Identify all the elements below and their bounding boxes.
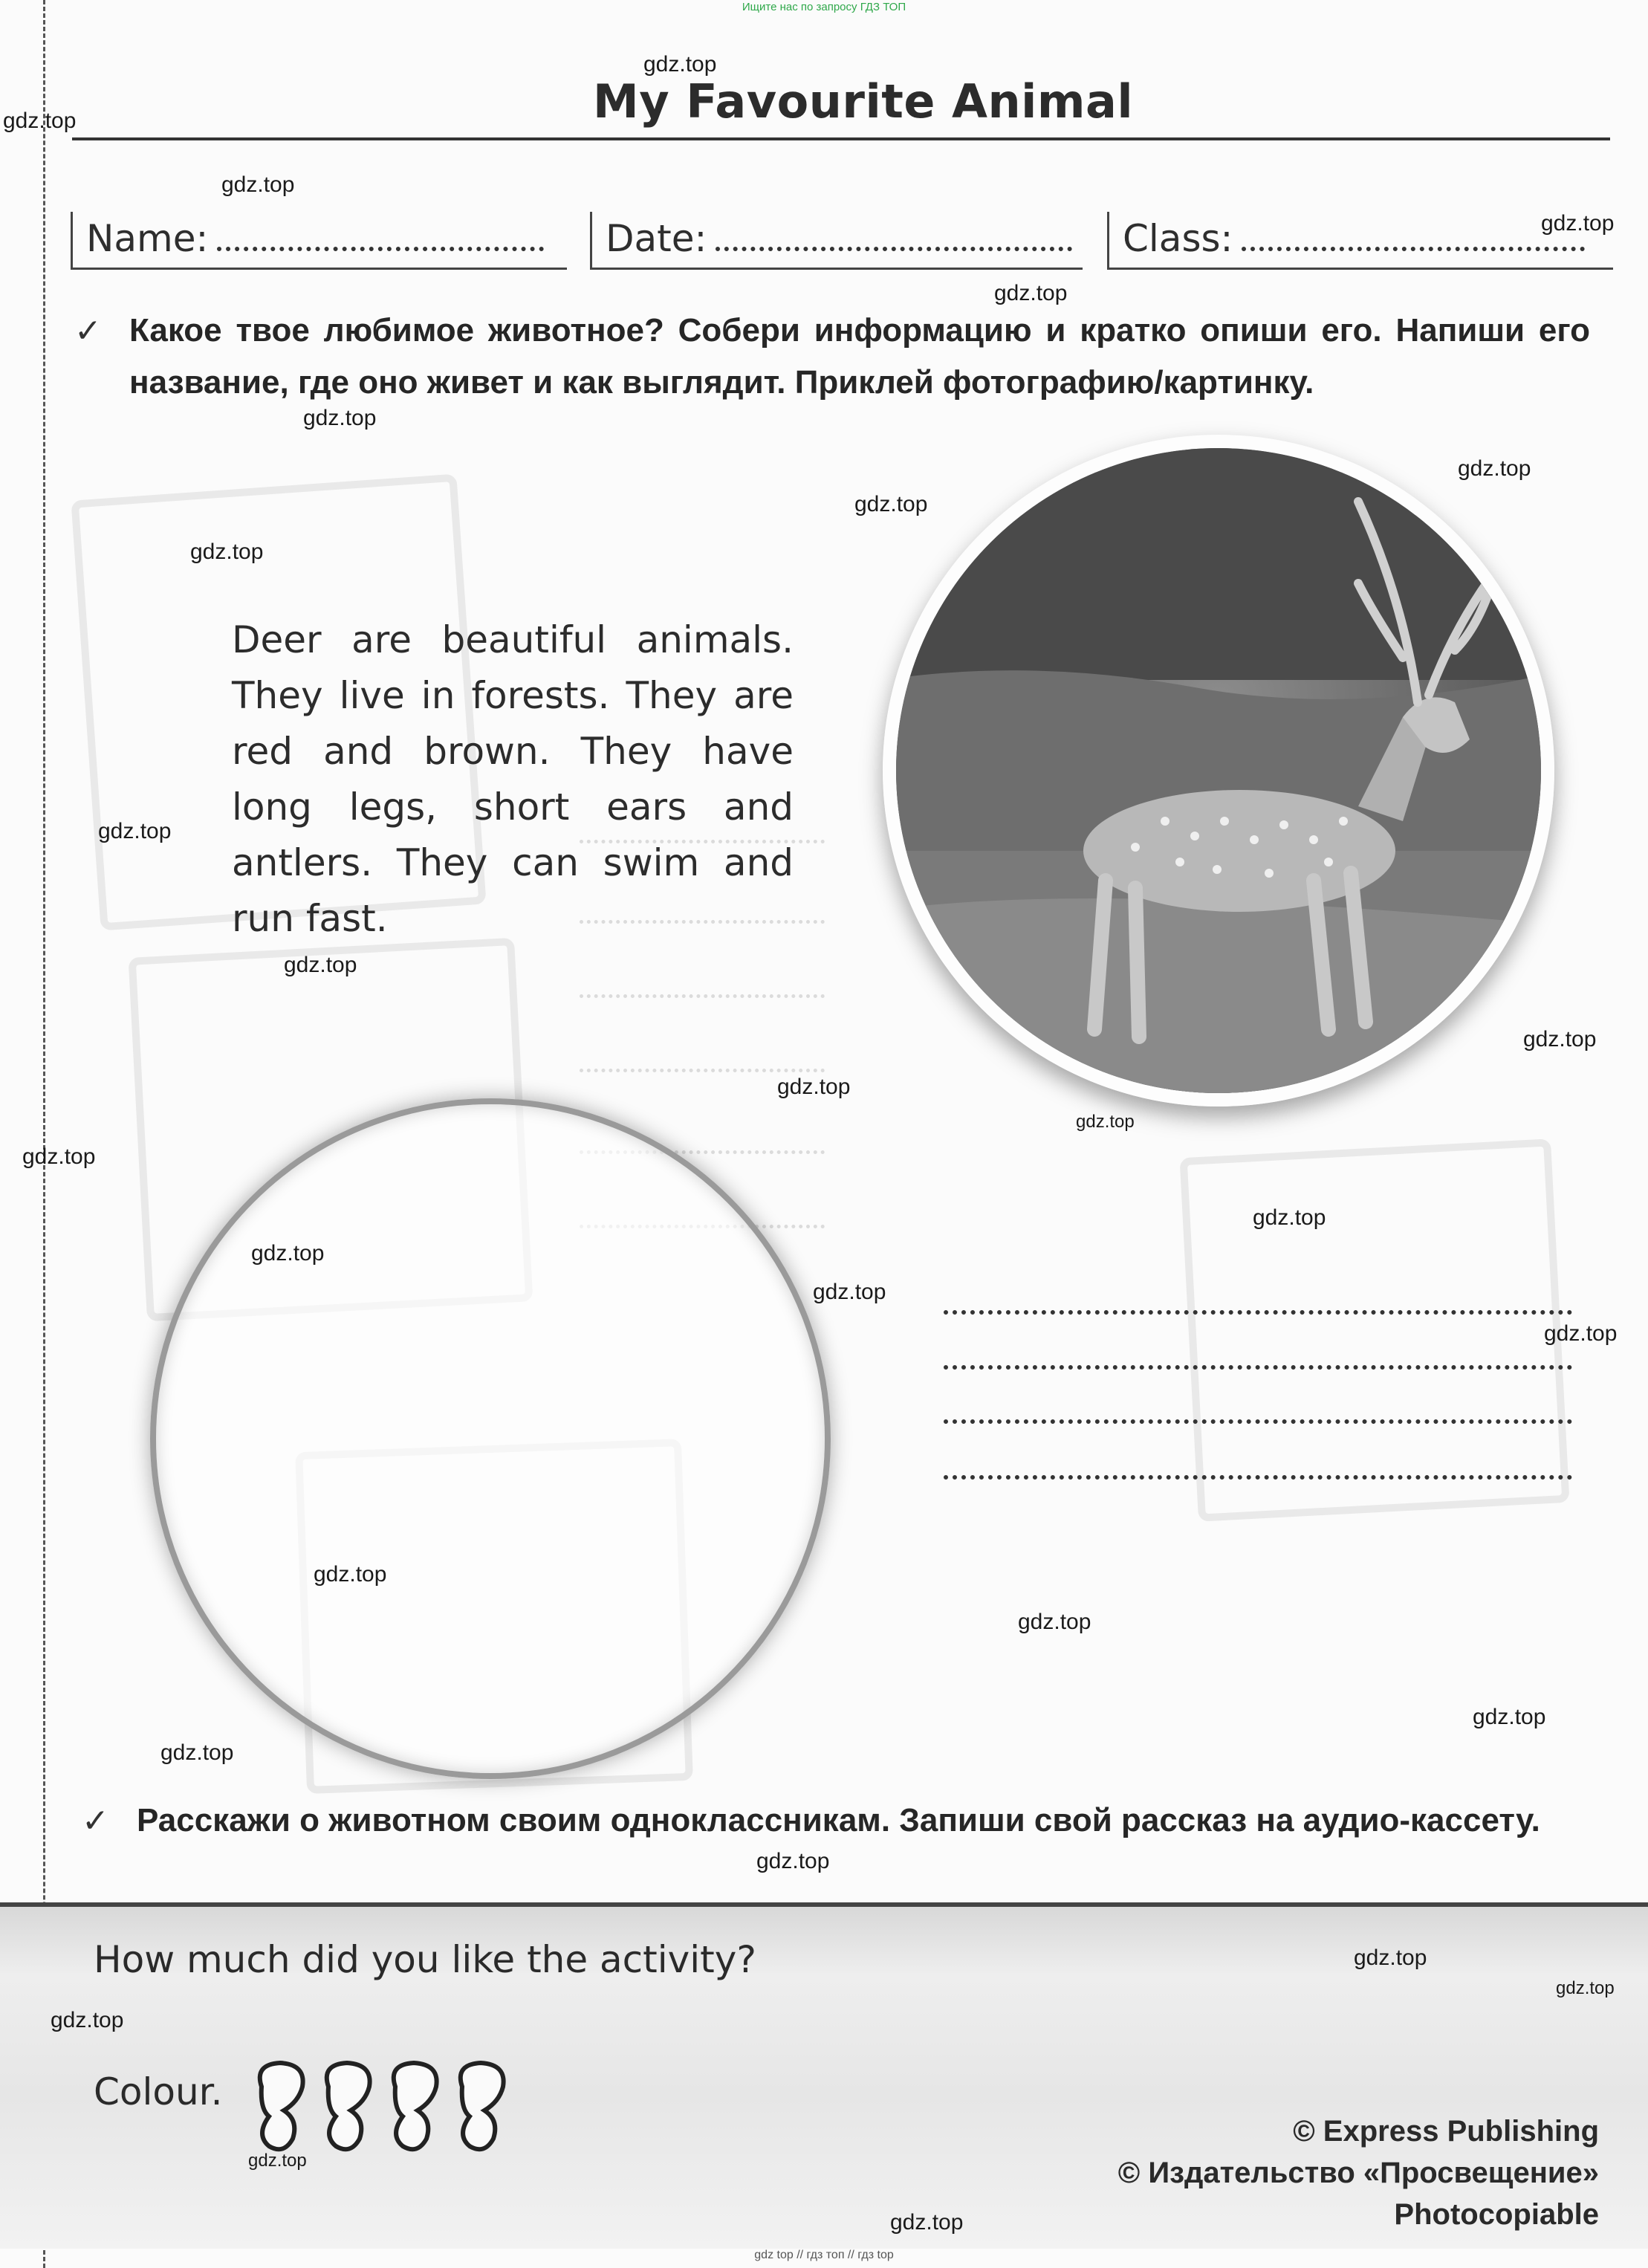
writing-line[interactable] [944, 1475, 1572, 1480]
class-label: Class: [1123, 217, 1233, 260]
watermark[interactable]: gdz.top [303, 406, 377, 430]
writing-line[interactable] [944, 1310, 1572, 1315]
task-1 [74, 305, 1605, 409]
ghost-frame [1180, 1138, 1570, 1521]
watermark[interactable]: gdz.top [813, 1280, 886, 1304]
watermark[interactable]: gdz.top [221, 172, 295, 197]
watermark[interactable]: gdz.top [854, 492, 928, 516]
title-divider [72, 137, 1610, 140]
deer-photo-icon [883, 435, 1554, 1107]
top-banner[interactable]: Ищите нас по запросу ГДЗ ТОП [742, 1, 906, 13]
ghost-line [580, 994, 825, 998]
watermark[interactable]: gdz.top [1018, 1610, 1091, 1634]
writing-line[interactable] [944, 1365, 1572, 1370]
watermark[interactable]: gdz.top [51, 2008, 124, 2032]
watermark[interactable]: gdz.top [994, 281, 1068, 305]
rating-question: How much did you like the activity? [94, 1938, 756, 1981]
watermark[interactable]: gdz.top [1544, 1321, 1618, 1346]
credits [1118, 2110, 1599, 2235]
watermark[interactable]: gdz.top [98, 819, 172, 843]
writing-line[interactable] [944, 1419, 1572, 1424]
watermark[interactable]: gdz.top [1354, 1945, 1427, 1970]
credit-publisher: © Express Publishing [1293, 2115, 1599, 2148]
watermark[interactable]: gdz.top [756, 1849, 830, 1873]
task-2 [82, 1795, 1597, 1847]
credit-photocopiable: Photocopiable [1394, 2198, 1599, 2231]
watermark[interactable]: gdz.top [1076, 1112, 1135, 1132]
ghost-line [580, 1069, 825, 1072]
watermark[interactable]: gdz.top [190, 540, 264, 564]
watermark[interactable]: gdz.top [890, 2210, 964, 2235]
watermark[interactable]: gdz.top [1523, 1027, 1597, 1052]
name-line[interactable] [217, 227, 544, 251]
name-label: Name: [86, 217, 209, 260]
deer-photo [883, 435, 1554, 1107]
rating-faces-icon [247, 2057, 507, 2161]
checkmark-icon: ✓ [74, 312, 102, 350]
watermark[interactable]: gdz.top [251, 1241, 325, 1266]
watermark[interactable]: gdz.top [643, 52, 717, 77]
watermark[interactable]: gdz.top [1541, 211, 1615, 236]
class-line[interactable] [1242, 227, 1585, 251]
checkmark-icon: ✓ [82, 1802, 109, 1840]
watermark[interactable]: gdz.top [160, 1740, 234, 1765]
task-1-text: Какое твое любимое животное? Собери информацию и кратко опиши его. Напиши его название, где оно живет и как выглядит. Приклей фотографию/картинку. [129, 312, 1590, 401]
page-title: My Favourite Animal [593, 74, 1134, 129]
date-label: Date: [606, 217, 707, 260]
rating-faces[interactable] [247, 2057, 507, 2161]
bottom-banner[interactable]: gdz top // гдз топ // гдз top [754, 2249, 894, 2261]
watermark[interactable]: gdz.top [22, 1144, 96, 1169]
class-field[interactable] [1107, 212, 1613, 270]
colour-label: Colour. [94, 2070, 223, 2113]
watermark[interactable]: gdz.top [1253, 1205, 1326, 1230]
task-2-text: Расскажи о животном своим одноклассникам. Запиши свой рассказ на аудио-кассету. [137, 1802, 1540, 1838]
name-field[interactable] [71, 212, 567, 270]
watermark[interactable]: gdz.top [284, 953, 357, 977]
watermark[interactable]: gdz.top [777, 1075, 851, 1099]
watermark[interactable]: gdz.top [1473, 1705, 1546, 1729]
date-line[interactable] [716, 227, 1072, 251]
watermark[interactable]: gdz.top [1556, 1978, 1615, 1998]
date-field[interactable] [590, 212, 1083, 270]
watermark[interactable]: gdz.top [248, 2151, 307, 2171]
watermark[interactable]: gdz.top [1458, 456, 1531, 481]
credit-prosveshchenie: © Издательство «Просвещение» [1117, 2157, 1599, 2189]
watermark[interactable]: gdz.top [314, 1562, 387, 1587]
watermark[interactable]: gdz.top [3, 108, 77, 133]
drawing-circle[interactable] [150, 1098, 831, 1779]
animal-description: Deer are beautiful animals. They live in forests. They are red and brown. They have long legs, short ears and antlers. They can swim and run fast. [232, 618, 794, 940]
